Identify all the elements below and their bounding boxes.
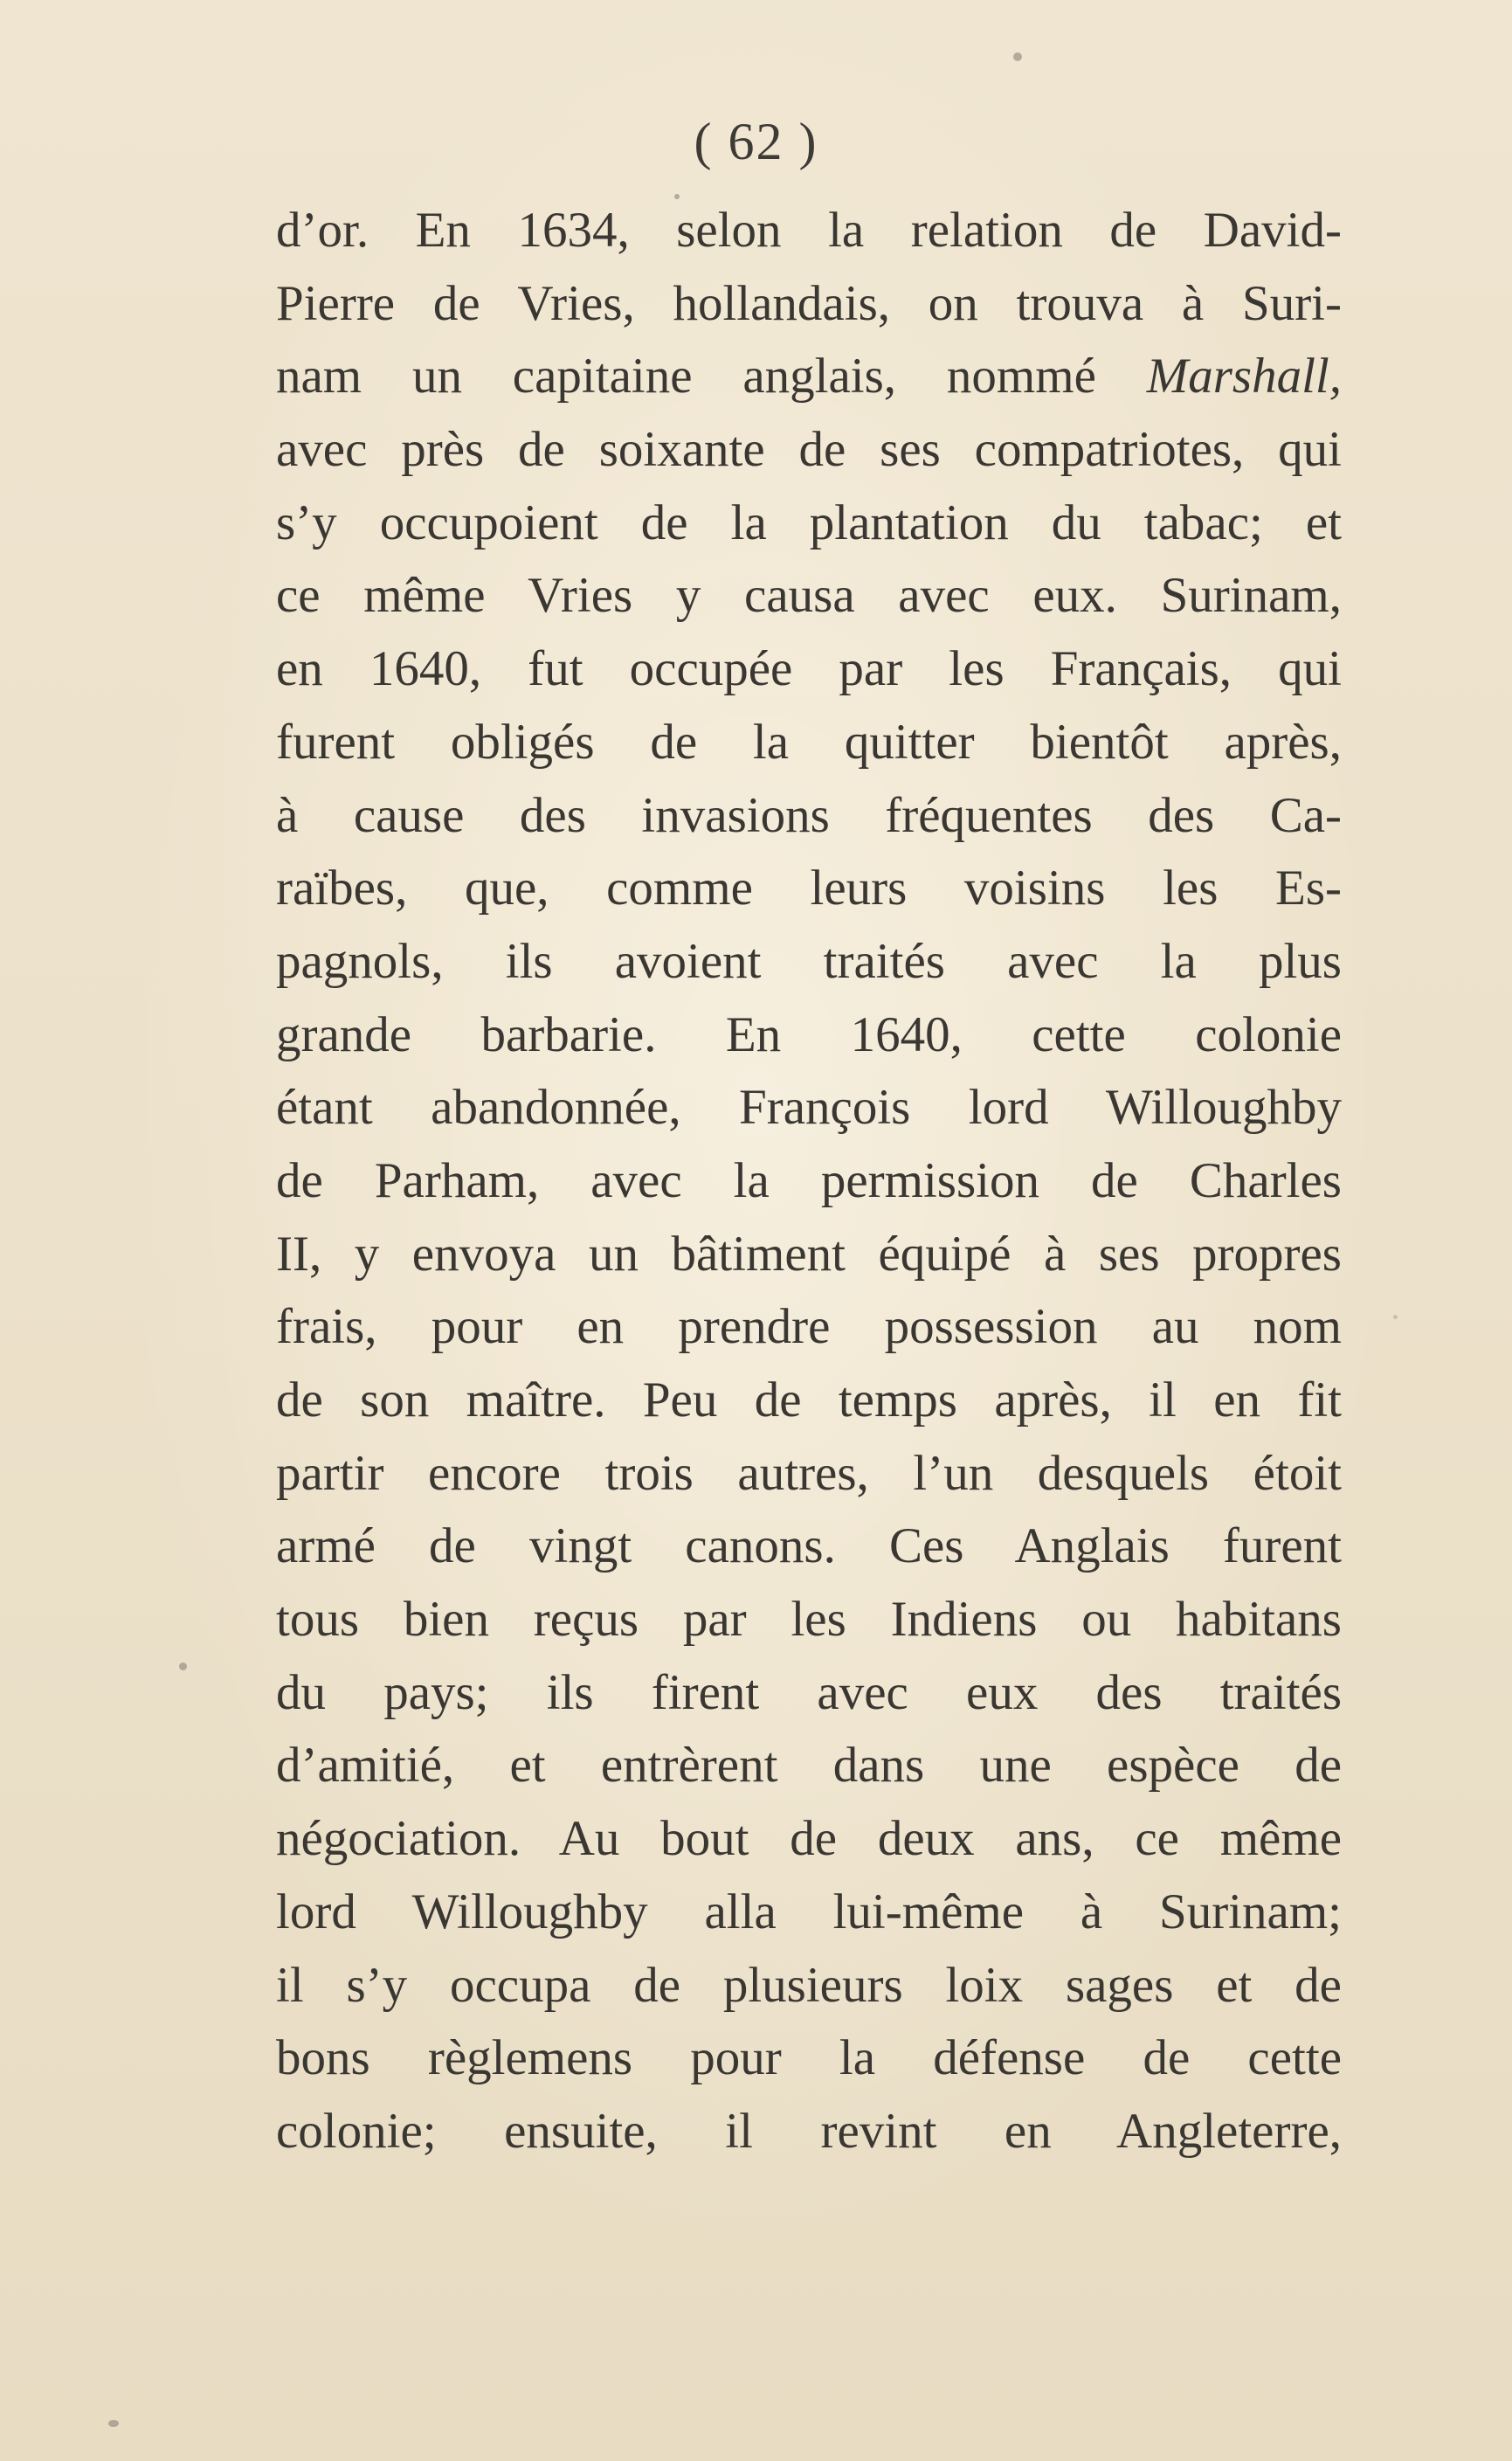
text-line: furent obligés de la quitter bientôt après, [276, 714, 1342, 770]
text-line: du pays; ils firent avec eux des traités [276, 1664, 1342, 1720]
text-line: à cause des invasions fréquentes des Ca- [276, 787, 1342, 843]
text-line: grande barbarie. En 1640, cette colonie [276, 1006, 1342, 1062]
text-line-segment: nam un capitaine anglais, nommé [276, 349, 1147, 404]
text-line: d’amitié, et entrèrent dans une espèce de [276, 1738, 1342, 1794]
text-line: en 1640, fut occupée par les Français, qui [276, 641, 1342, 697]
text-line: raïbes, que, comme leurs voisins les Es- [276, 861, 1342, 916]
text-line: ce même Vries y causa avec eux. Surinam, [276, 568, 1342, 624]
text-line: de son maître. Peu de temps après, il en fit [276, 1372, 1342, 1428]
paper-speck [179, 1663, 187, 1670]
body-text [276, 194, 1342, 2168]
paper-speck [674, 194, 680, 199]
text-line: frais, pour en prendre possession au nom [276, 1299, 1342, 1355]
text-line: tous bien reçus par les Indiens ou habitans [276, 1592, 1342, 1648]
text-line: d’or. En 1634, selon la relation de David- [276, 203, 1342, 258]
text-line: Pierre de Vries, hollandais, on trouva à Suri- [276, 275, 1342, 331]
text-line: colonie; ensuite, il revint en Angleterre, [276, 2103, 1342, 2159]
text-line: II, y envoya un bâtiment équipé à ses propres [276, 1226, 1342, 1282]
text-line: bons règlemens pour la défense de cette [276, 2030, 1342, 2086]
paper-speck [1013, 52, 1022, 61]
text-line: de Parham, avec la permission de Charles [276, 1152, 1342, 1208]
text-line: avec près de soixante de ses compatriotes, qui [276, 422, 1342, 478]
text-line: étant abandonnée, François lord Willoughby [276, 1080, 1342, 1136]
text-line: armé de vingt canons. Ces Anglais furent [276, 1518, 1342, 1574]
paper-speck [1393, 1315, 1398, 1319]
text-line-with-italic-name [276, 340, 1342, 413]
text-line: s’y occupoient de la plantation du tabac; et [276, 494, 1342, 550]
text-line: pagnols, ils avoient traités avec la plus [276, 933, 1342, 989]
paper-speck [108, 2420, 119, 2427]
italic-name-marshall: Marshall, [1146, 349, 1342, 404]
text-line: lord Willoughby alla lui-même à Surinam; [276, 1884, 1342, 1939]
text-line: il s’y occupa de plusieurs loix sages et de [276, 1957, 1342, 2013]
text-line: partir encore trois autres, l’un desquels étoit [276, 1445, 1342, 1501]
text-line: négociation. Au bout de deux ans, ce même [276, 1811, 1342, 1867]
page-number: ( 62 ) [694, 113, 818, 170]
